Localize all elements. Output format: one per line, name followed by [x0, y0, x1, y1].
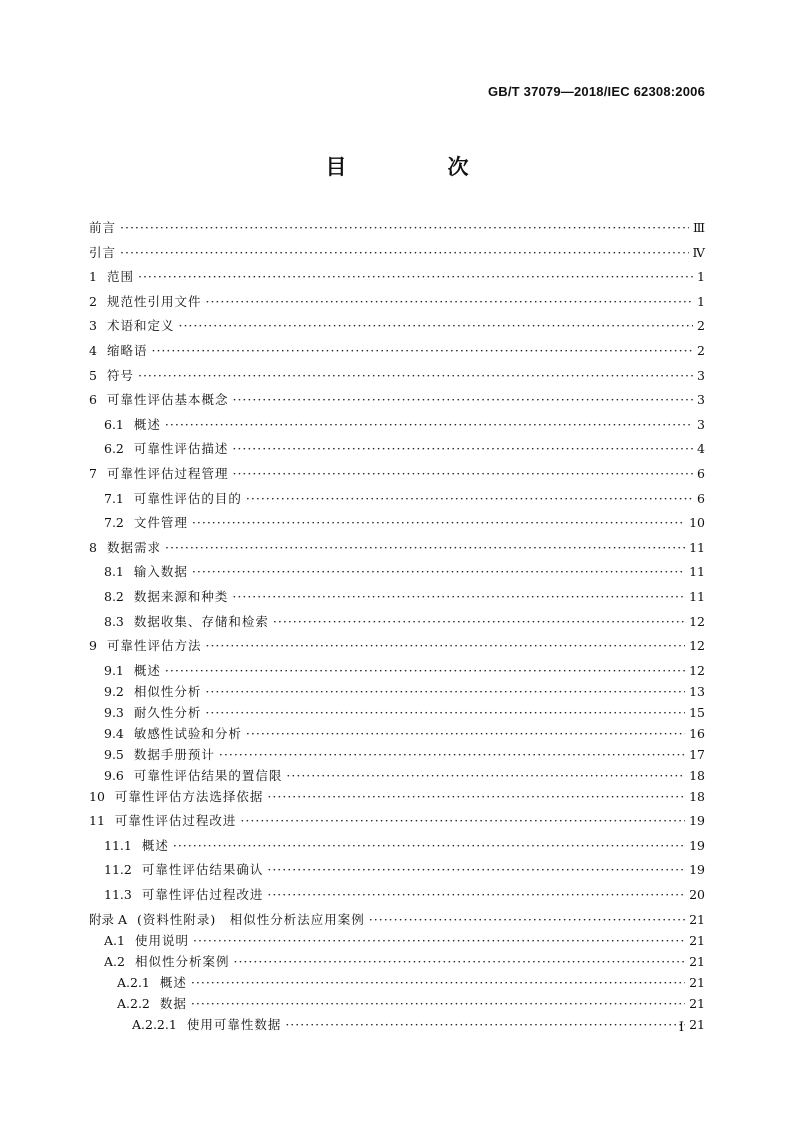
toc-entry-label: 前言: [89, 220, 117, 235]
dot-leader: [205, 684, 685, 699]
toc-entry-label: 可靠性评估结果确认: [141, 862, 264, 878]
toc-entry[interactable]: [89, 910, 705, 931]
toc-entry[interactable]: [89, 415, 705, 440]
toc-entry-number: 11: [89, 813, 105, 829]
toc-entry[interactable]: [89, 636, 705, 661]
toc-entry-page: 1: [697, 293, 705, 309]
toc-entry-number: 2: [89, 293, 97, 309]
toc-entry-page: 11: [689, 539, 705, 555]
dot-leader: [232, 441, 693, 456]
toc-entry-label: 可靠性评估结果的置信限: [133, 767, 283, 783]
toc-entry-number: 9: [89, 638, 97, 654]
toc-entry-page: 6: [697, 465, 705, 481]
dot-leader: [240, 813, 685, 828]
toc-entry-label: 可靠性评估基本概念: [106, 392, 229, 408]
toc-entry-number: 8.1: [104, 564, 124, 580]
toc-entry-number: A.2.2.1: [132, 1016, 177, 1032]
toc-entry-number: A.2: [104, 953, 125, 969]
toc-entry-page: 3: [697, 367, 705, 383]
toc-entry-page: 21: [689, 1016, 705, 1032]
toc-entry-number: 7.2: [104, 515, 124, 531]
toc-entry[interactable]: [89, 1015, 705, 1036]
toc-entry[interactable]: [89, 836, 705, 861]
toc-entry[interactable]: [89, 316, 705, 341]
toc-entry-page: 11: [689, 564, 705, 580]
toc-entry-label: 可靠性评估过程改进: [141, 887, 264, 903]
toc-entry-page: 21: [689, 953, 705, 969]
toc-entry[interactable]: [89, 766, 705, 787]
dot-leader: [205, 294, 693, 309]
dot-leader: [120, 220, 689, 235]
toc-entry-label: 概述: [159, 974, 187, 990]
toc-entry-number: 8.2: [104, 588, 124, 604]
dot-leader: [205, 638, 685, 653]
toc-entry-page: 16: [689, 725, 705, 741]
toc-entry[interactable]: [89, 292, 705, 317]
dot-leader: [267, 862, 685, 877]
toc-entry-label: 可靠性评估方法选择依据: [114, 788, 264, 804]
toc-entry-page: 19: [689, 837, 705, 853]
toc-entry-number: 11.1: [104, 837, 132, 853]
dot-leader: [286, 768, 685, 783]
toc-entry[interactable]: [89, 860, 705, 885]
toc-entry[interactable]: [89, 703, 705, 724]
dot-leader: [246, 726, 685, 741]
toc-entry[interactable]: [89, 513, 705, 538]
toc-entry-page: 2: [697, 318, 705, 334]
toc-entry-label: 可靠性评估的目的: [133, 490, 242, 506]
toc-entry-number: 11.2: [104, 862, 132, 878]
toc-entry-label: 可靠性评估过程管理: [106, 465, 229, 481]
toc-entry-number: 9.4: [104, 725, 124, 741]
dot-leader: [151, 343, 693, 358]
toc-entry[interactable]: [89, 612, 705, 637]
toc-entry-number: 7.1: [104, 490, 124, 506]
dot-leader: [267, 887, 685, 902]
toc-entry-page: 19: [689, 813, 705, 829]
toc-entry-page: 21: [689, 932, 705, 948]
toc-entry-label: 概述: [133, 416, 161, 432]
dot-leader: [285, 1017, 685, 1032]
toc-entry[interactable]: [89, 994, 705, 1015]
dot-leader: [138, 269, 693, 284]
toc-entry-label: 使用可靠性数据: [186, 1016, 282, 1032]
toc-entry-number: 3: [89, 318, 97, 334]
toc-entry[interactable]: [89, 811, 705, 836]
toc-entry-label: 输入数据: [133, 564, 188, 580]
dot-leader: [369, 912, 685, 927]
toc-entry-number: 6: [89, 392, 97, 408]
dot-leader: [138, 368, 693, 383]
toc-entry-number: 9.1: [104, 662, 124, 678]
toc-entry[interactable]: [89, 587, 705, 612]
toc-entry[interactable]: [89, 661, 705, 682]
toc-entry[interactable]: [89, 439, 705, 464]
toc-entry-label: 可靠性评估描述: [133, 441, 229, 457]
dot-leader: [173, 838, 685, 853]
toc-entry[interactable]: [89, 562, 705, 587]
toc-entry-page: 2: [697, 342, 705, 358]
toc-entry-label: 数据需求: [106, 539, 161, 555]
toc-entry-label: 可靠性评估方法: [106, 638, 202, 654]
toc-entry-label: 相似性分析: [133, 683, 202, 699]
toc-entry-label: 范围: [106, 269, 134, 285]
toc-entry[interactable]: [89, 464, 705, 489]
toc-entry-page: 21: [689, 995, 705, 1011]
dot-leader: [246, 491, 693, 506]
toc-entry[interactable]: [89, 931, 705, 952]
toc-entry-number: 8: [89, 539, 97, 555]
dot-leader: [191, 975, 685, 990]
toc-entry-page: 18: [689, 767, 705, 783]
toc-entry-page: 19: [689, 862, 705, 878]
toc-entry[interactable]: [89, 787, 705, 812]
toc-entry-number: A.1: [104, 932, 125, 948]
dot-leader: [192, 515, 685, 530]
toc-entry-number: 附录 A: [89, 911, 128, 927]
toc-entry[interactable]: [89, 885, 705, 910]
toc-entry-number: 11.3: [104, 887, 132, 903]
dot-leader: [120, 245, 688, 260]
toc-entry-page: 6: [697, 490, 705, 506]
toc-entry[interactable]: [89, 218, 705, 243]
standard-code: GB/T 37079—2018/IEC 62308:2006: [487, 84, 705, 99]
toc-entry-label: 相似性分析案例: [134, 953, 230, 969]
dot-leader: [193, 933, 685, 948]
toc-entry-page: 4: [697, 441, 705, 457]
toc-entry-page: 11: [689, 588, 705, 604]
toc-entry[interactable]: [89, 366, 705, 391]
toc-entry-number: 7: [89, 465, 97, 481]
toc-entry-label: 缩略语: [106, 342, 148, 358]
toc-entry-page: 3: [697, 416, 705, 432]
toc-entry-page: 18: [689, 788, 705, 804]
toc-entry-page: 12: [689, 662, 705, 678]
toc-entry-label: 概述: [141, 837, 169, 853]
toc-entry[interactable]: [89, 390, 705, 415]
dot-leader: [233, 954, 685, 969]
toc-entry[interactable]: [89, 243, 705, 268]
toc-entry-label: 数据手册预计: [133, 746, 215, 762]
toc-entry-label: 术语和定义: [106, 318, 175, 334]
toc-entry-label: 可靠性评估过程改进: [114, 813, 237, 829]
toc-entry-page: 3: [697, 392, 705, 408]
toc-entry-number: 6.1: [104, 416, 124, 432]
table-of-contents: [89, 218, 705, 1036]
dot-leader: [165, 540, 685, 555]
page-title: 目 次: [325, 155, 509, 179]
dot-leader: [191, 996, 685, 1011]
toc-entry[interactable]: [89, 952, 705, 973]
toc-entry-page: 13: [689, 683, 705, 699]
toc-entry-number: 5: [89, 367, 97, 383]
toc-entry-label: 概述: [133, 662, 161, 678]
toc-entry-page: 21: [689, 911, 705, 927]
dot-leader: [165, 417, 693, 432]
dot-leader: [219, 747, 685, 762]
toc-entry-page: Ⅲ: [692, 220, 705, 235]
toc-entry[interactable]: [89, 745, 705, 766]
dot-leader: [192, 564, 685, 579]
toc-entry-label: 耐久性分析: [133, 704, 202, 720]
dot-leader: [232, 466, 693, 481]
toc-entry-number: 10: [89, 788, 105, 804]
toc-entry-label: (资料性附录) 相似性分析法应用案例: [137, 911, 365, 927]
dot-leader: [273, 614, 685, 629]
page-number: I: [678, 1020, 684, 1035]
toc-entry-label: 引言: [89, 244, 117, 260]
toc-entry[interactable]: [89, 973, 705, 994]
dot-leader: [178, 318, 693, 333]
toc-entry-number: 8.3: [104, 613, 124, 629]
toc-entry-number: A.2.2: [117, 995, 150, 1011]
toc-entry-label: 敏感性试验和分析: [133, 725, 242, 741]
dot-leader: [232, 392, 693, 407]
toc-entry[interactable]: [89, 682, 705, 703]
toc-entry-label: 文件管理: [133, 515, 188, 531]
toc-entry-number: A.2.1: [117, 974, 150, 990]
toc-entry-page: 10: [689, 515, 705, 531]
toc-entry-label: 使用说明: [134, 932, 189, 948]
toc-entry-number: 6.2: [104, 441, 124, 457]
toc-entry-number: 9.3: [104, 704, 124, 720]
dot-leader: [232, 589, 685, 604]
toc-entry[interactable]: [89, 341, 705, 366]
toc-entry-number: 4: [89, 342, 97, 358]
toc-entry-page: 15: [689, 704, 705, 720]
toc-entry-label: 数据收集、存储和检索: [133, 613, 269, 629]
toc-entry-number: 9.2: [104, 683, 124, 699]
toc-entry[interactable]: [89, 538, 705, 563]
toc-entry[interactable]: [89, 724, 705, 745]
toc-entry[interactable]: [89, 489, 705, 514]
toc-entry-number: 9.6: [104, 767, 124, 783]
toc-entry-page: 20: [689, 887, 705, 903]
toc-entry-page: 1: [697, 269, 705, 285]
toc-entry-page: 12: [689, 613, 705, 629]
toc-entry-label: 数据来源和种类: [133, 588, 229, 604]
toc-entry-number: 9.5: [104, 746, 124, 762]
dot-leader: [165, 663, 685, 678]
toc-entry[interactable]: [89, 267, 705, 292]
dot-leader: [267, 789, 685, 804]
dot-leader: [205, 705, 685, 720]
toc-entry-page: 12: [689, 638, 705, 654]
toc-entry-number: 1: [89, 269, 97, 285]
toc-entry-page: 21: [689, 974, 705, 990]
toc-entry-label: 规范性引用文件: [106, 293, 202, 309]
toc-entry-page: 17: [689, 746, 705, 762]
toc-entry-page: Ⅳ: [692, 244, 705, 260]
toc-entry-label: 符号: [106, 367, 134, 383]
toc-entry-label: 数据: [159, 995, 187, 1011]
